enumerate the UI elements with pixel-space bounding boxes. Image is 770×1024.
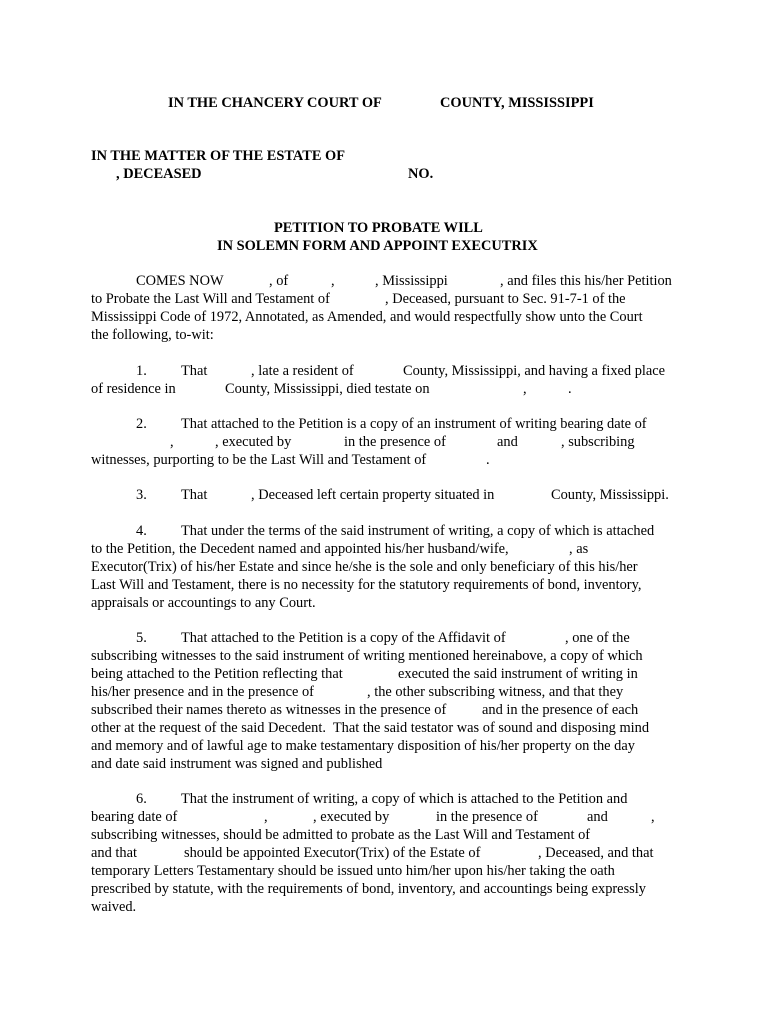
paragraph-text: in the presence of — [344, 434, 446, 450]
paragraph-text: prescribed by statute, with the requirements of bond, inventory, and accountings being expressly — [91, 881, 646, 897]
paragraph-text: , — [170, 434, 174, 450]
paragraph-text: , executed by — [215, 434, 292, 450]
paragraph-text: of residence in — [91, 381, 176, 397]
paragraph-text: , Deceased left certain property situated in — [251, 487, 495, 503]
paragraph-text: , Deceased, and that — [538, 845, 654, 861]
paragraph-text: County, Mississippi, and having a fixed place — [403, 363, 666, 379]
paragraph-text: to the Petition, the Decedent named and appointed his/her husband/wife, — [91, 541, 509, 557]
paragraph-text: and — [587, 809, 608, 825]
paragraph-text: subscribing witnesses, should be admitted to probate as the Last Will and Testament of — [91, 827, 591, 843]
paragraph-text: his/her presence and in the presence of — [91, 684, 314, 700]
deceased-line: , DECEASED — [116, 166, 202, 182]
paragraph-text: appraisals or accountings to any Court. — [91, 595, 316, 611]
paragraph-text: . — [486, 452, 490, 468]
paragraph-number: 2. — [136, 416, 147, 432]
title-line-2: IN SOLEMN FORM AND APPOINT EXECUTRIX — [217, 238, 538, 254]
paragraph-text: , — [264, 809, 268, 825]
paragraph-text: and — [497, 434, 518, 450]
paragraph-text: in the presence of — [436, 809, 538, 825]
paragraph-number: 1. — [136, 363, 147, 379]
paragraph-text: , the other subscribing witness, and that they — [367, 684, 624, 700]
title-line-1: PETITION TO PROBATE WILL — [274, 220, 483, 236]
case-number-label: NO. — [408, 166, 434, 182]
paragraph-text: executed the said instrument of writing in — [398, 666, 638, 682]
paragraph-text: subscribed their names thereto as witnesses in the presence of — [91, 702, 447, 718]
paragraph-text: , — [651, 809, 655, 825]
paragraph-text: County, Mississippi. — [551, 487, 669, 503]
paragraph-number: 5. — [136, 630, 147, 646]
paragraph-text: That under the terms of the said instrument of writing, a copy of which is attached — [181, 523, 655, 539]
paragraph-text: and date said instrument was signed and published — [91, 756, 383, 772]
paragraph-text: should be appointed Executor(Trix) of the Estate of — [184, 845, 481, 861]
paragraph-text: , subscribing — [561, 434, 635, 450]
court-header-left: IN THE CHANCERY COURT OF — [168, 95, 382, 111]
paragraph-number: 4. — [136, 523, 147, 539]
paragraph-text: That the instrument of writing, a copy of which is attached to the Petition and — [181, 791, 628, 807]
paragraph-number: 6. — [136, 791, 147, 807]
intro-text: , and files this his/her Petition — [500, 273, 672, 289]
intro-text: to Probate the Last Will and Testament of — [91, 291, 330, 307]
paragraph-text: , as — [569, 541, 589, 557]
paragraph-text: witnesses, purporting to be the Last Will and Testament of — [91, 452, 427, 468]
paragraph-text: , late a resident of — [251, 363, 354, 379]
paragraph-text: That — [181, 363, 208, 379]
matter-line: IN THE MATTER OF THE ESTATE OF — [91, 148, 346, 164]
paragraph-text: temporary Letters Testamentary should be issued unto him/her upon his/her taking the oath — [91, 863, 615, 879]
paragraph-text: , one of the — [565, 630, 630, 646]
paragraph-text: Last Will and Testament, there is no necessity for the statutory requirements of bond, inventory, — [91, 577, 642, 593]
paragraph-text: being attached to the Petition reflecting that — [91, 666, 343, 682]
paragraph-text: , — [523, 381, 527, 397]
paragraph-text: That — [181, 487, 208, 503]
intro-text: , of — [269, 273, 289, 289]
intro-text: , Deceased, pursuant to Sec. 91-7-1 of the — [385, 291, 626, 307]
paragraph-text: other at the request of the said Decedent. That the said testator was of sound and disposing mind — [91, 720, 650, 736]
paragraph-text: That attached to the Petition is a copy of an instrument of writing bearing date of — [181, 416, 647, 432]
paragraph-number: 3. — [136, 487, 147, 503]
intro-text: the following, to-wit: — [91, 327, 214, 343]
paragraph-text: bearing date of — [91, 809, 178, 825]
intro-text: Mississippi Code of 1972, Annotated, as Amended, and would respectfully show unto the Court — [91, 309, 643, 325]
paragraph-text: and in the presence of each — [482, 702, 639, 718]
paragraph-text: That attached to the Petition is a copy of the Affidavit of — [181, 630, 506, 646]
court-header-right: COUNTY, MISSISSIPPI — [440, 95, 594, 111]
intro-text: , Mississippi — [375, 273, 448, 289]
paragraph-text: , executed by — [313, 809, 390, 825]
paragraph-text: and that — [91, 845, 137, 861]
paragraph-text: subscribing witnesses to the said instrument of writing mentioned hereinabove, a copy of which — [91, 648, 643, 664]
paragraph-text: Executor(Trix) of his/her Estate and since he/she is the sole and only beneficiary of this his/her — [91, 559, 638, 575]
intro-text: , — [331, 273, 335, 289]
paragraph-text: County, Mississippi, died testate on — [225, 381, 430, 397]
paragraph-text: waived. — [91, 899, 137, 915]
paragraph-text: and memory and of lawful age to make testamentary disposition of his/her property on the day — [91, 738, 635, 754]
intro-text: COMES NOW — [136, 273, 224, 289]
paragraph-text: . — [568, 381, 572, 397]
